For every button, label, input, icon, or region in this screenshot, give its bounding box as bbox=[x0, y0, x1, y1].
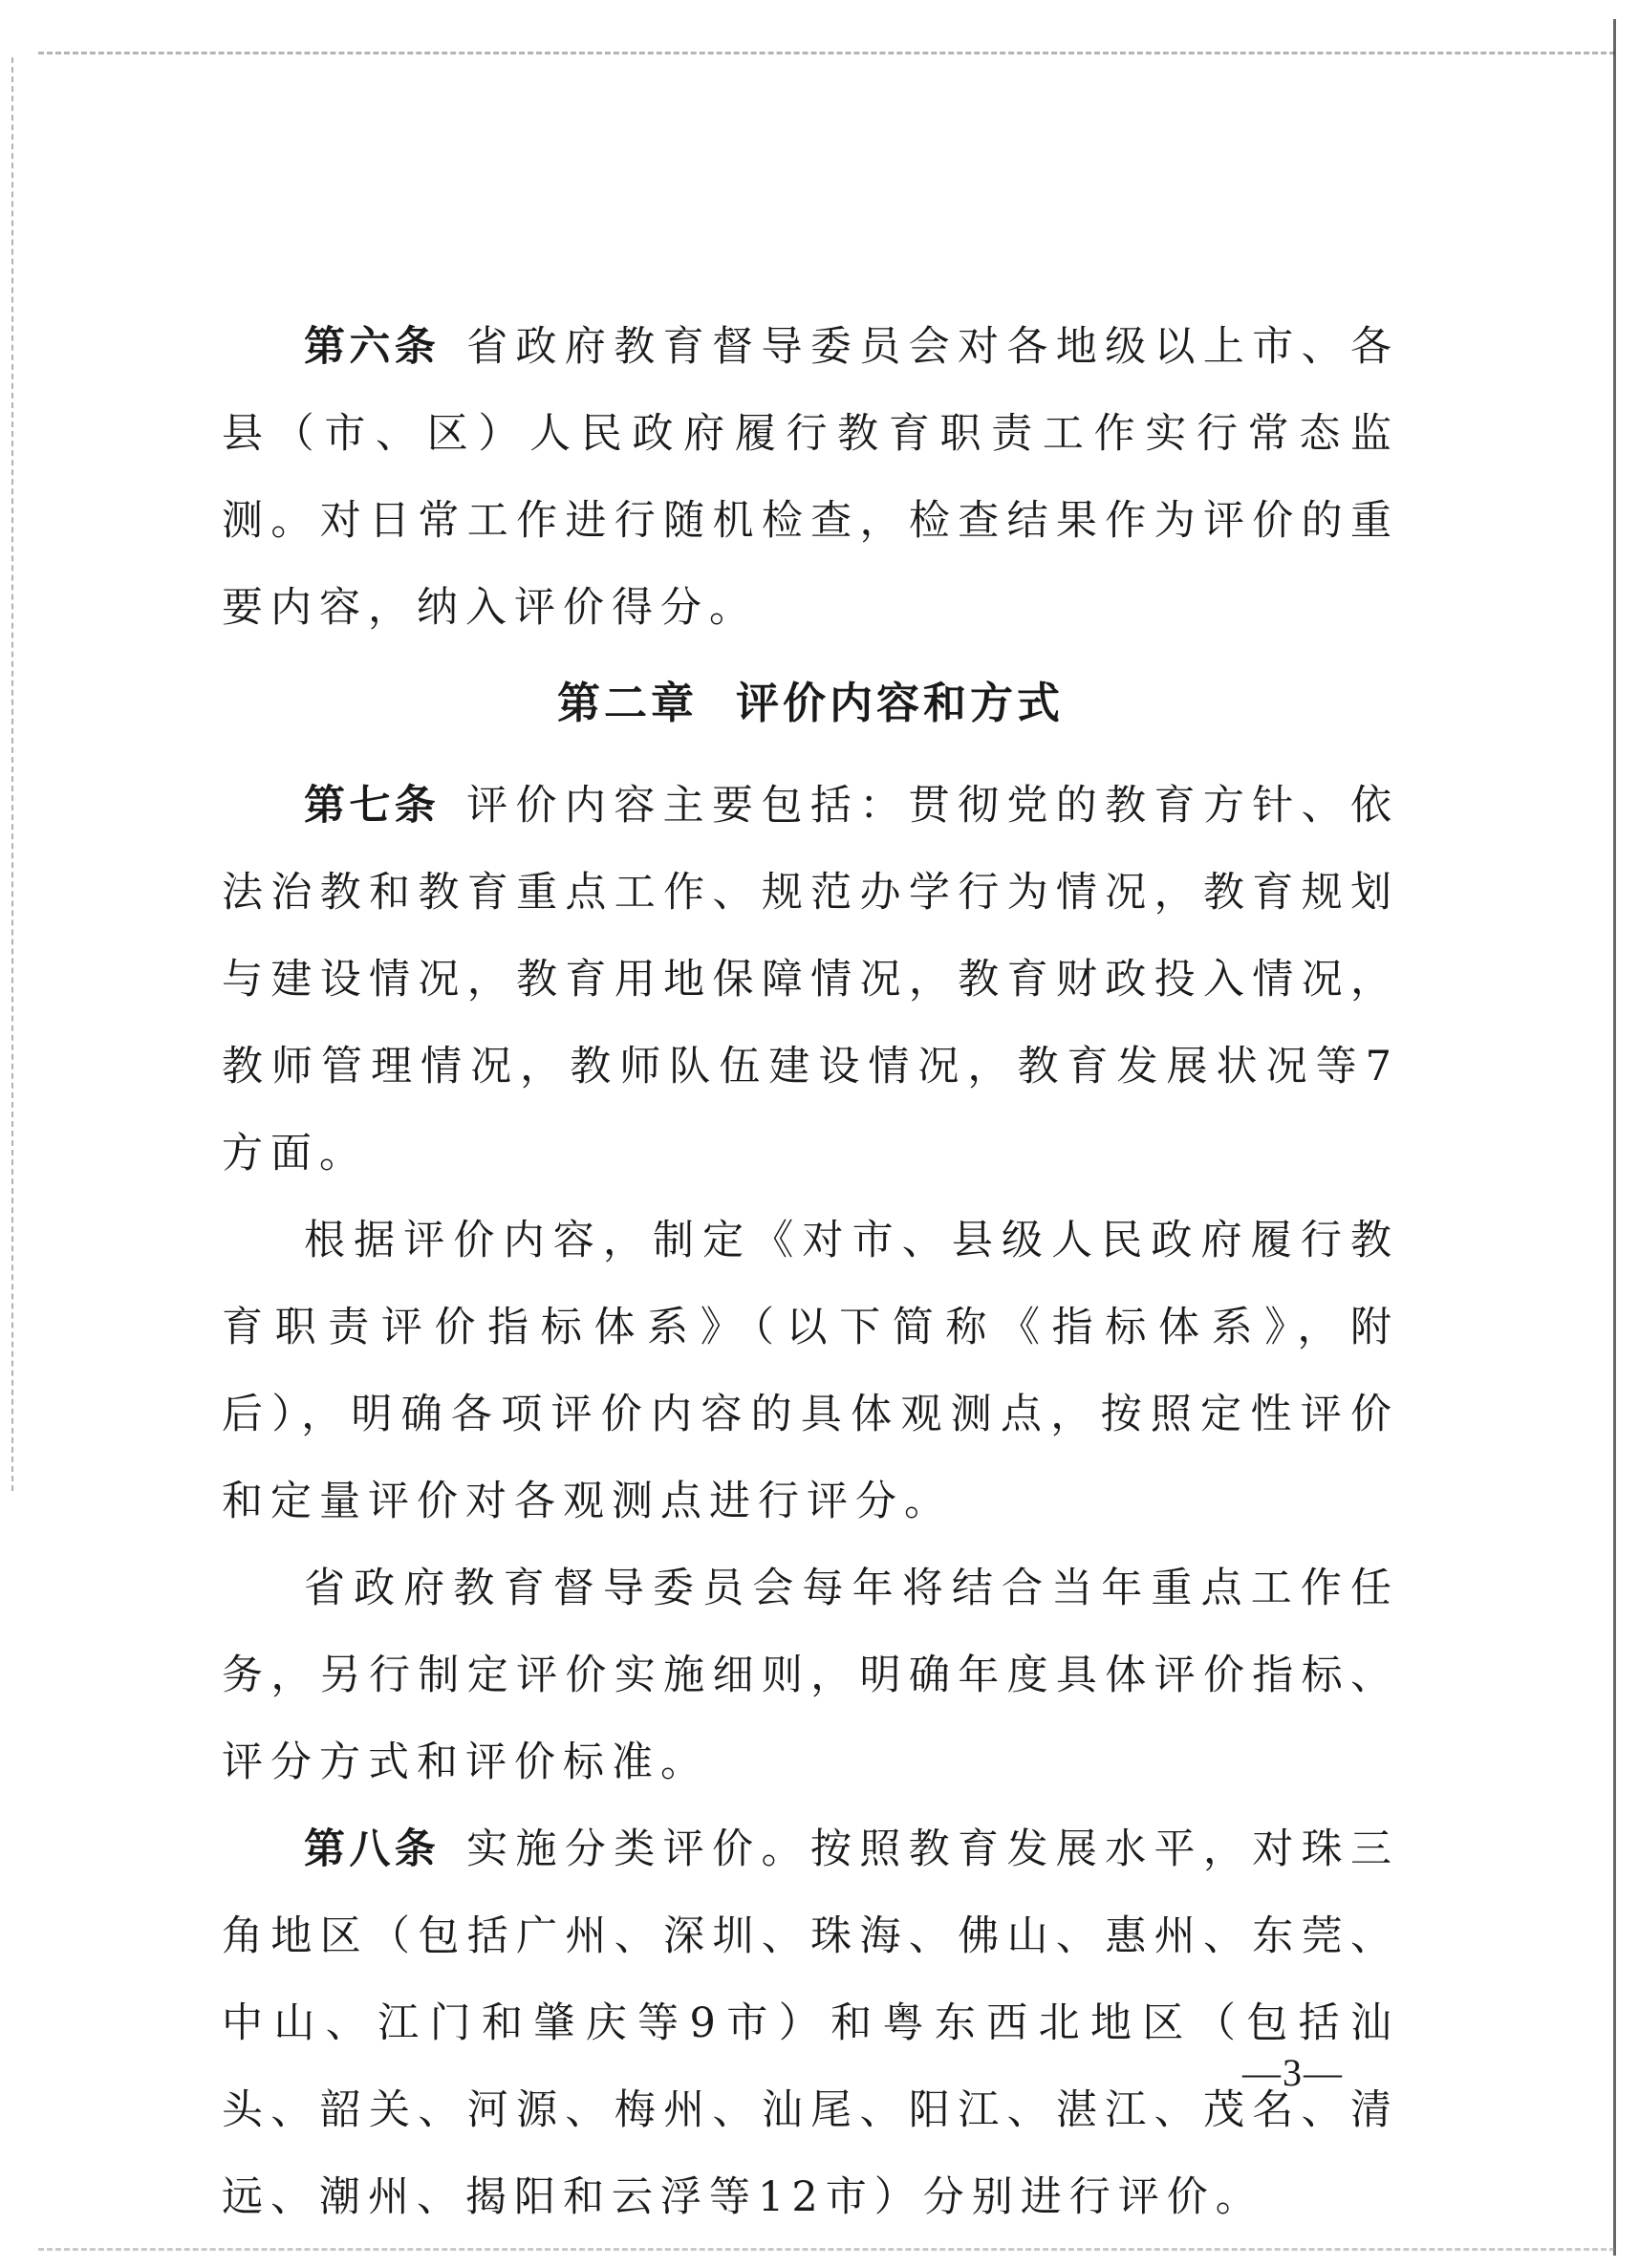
article-8-text: 实施分类评价。按照教育发展水平，对珠三角地区（包括广州、深圳、珠海、佛山、惠州、东莞、中山、江门和肇庆等9市）和粤东西北地区（包括汕头、韶关、河源、梅州、汕尾、阳江、湛江、茂名、清远、潮州、揭阳和云浮等12市）分别进行评价。 bbox=[222, 1825, 1400, 2221]
document-body bbox=[222, 304, 1399, 2241]
article-7-label: 第七条 bbox=[304, 782, 441, 830]
article-7 bbox=[222, 763, 1399, 1198]
scan-edge-right bbox=[1613, 19, 1616, 2256]
article-7-paragraph-3: 省政府教育督导委员会每年将结合当年重点工作任务，另行制定评价实施细则，明确年度具体评价指标、评分方式和评价标准。 bbox=[222, 1565, 1399, 1786]
article-7-text: 评价内容主要包括：贯彻党的教育方针、依法治教和教育重点工作、规范办学行为情况，教育规划与建设情况，教育用地保障情况，教育财政投入情况，教师管理情况，教师队伍建设情况，教育发展状况等7方面。 bbox=[222, 782, 1400, 1177]
scan-edge-left bbox=[11, 57, 13, 1491]
page-number: —3— bbox=[1242, 2051, 1344, 2094]
article-8-label: 第八条 bbox=[304, 1825, 441, 1873]
scan-edge-top bbox=[38, 52, 1615, 54]
article-6 bbox=[222, 304, 1399, 652]
chapter-number: 第二章 bbox=[556, 678, 698, 728]
article-6-text: 省政府教育督导委员会对各地级以上市、各县（市、区）人民政府履行教育职责工作实行常态监测。对日常工作进行随机检查，检查结果作为评价的重要内容，纳入评价得分。 bbox=[222, 323, 1400, 632]
article-7-paragraph-2: 根据评价内容，制定《对市、县级人民政府履行教育职责评价指标体系》（以下简称《指标体系》，附后），明确各项评价内容的具体观测点，按照定性评价和定量评价对各观测点进行评分。 bbox=[222, 1217, 1399, 1525]
article-6-label: 第六条 bbox=[304, 323, 441, 371]
chapter-heading bbox=[222, 665, 1399, 742]
chapter-title: 评价内容和方式 bbox=[736, 678, 1065, 728]
scan-edge-bottom bbox=[38, 2248, 1615, 2251]
article-8 bbox=[222, 1806, 1399, 2241]
